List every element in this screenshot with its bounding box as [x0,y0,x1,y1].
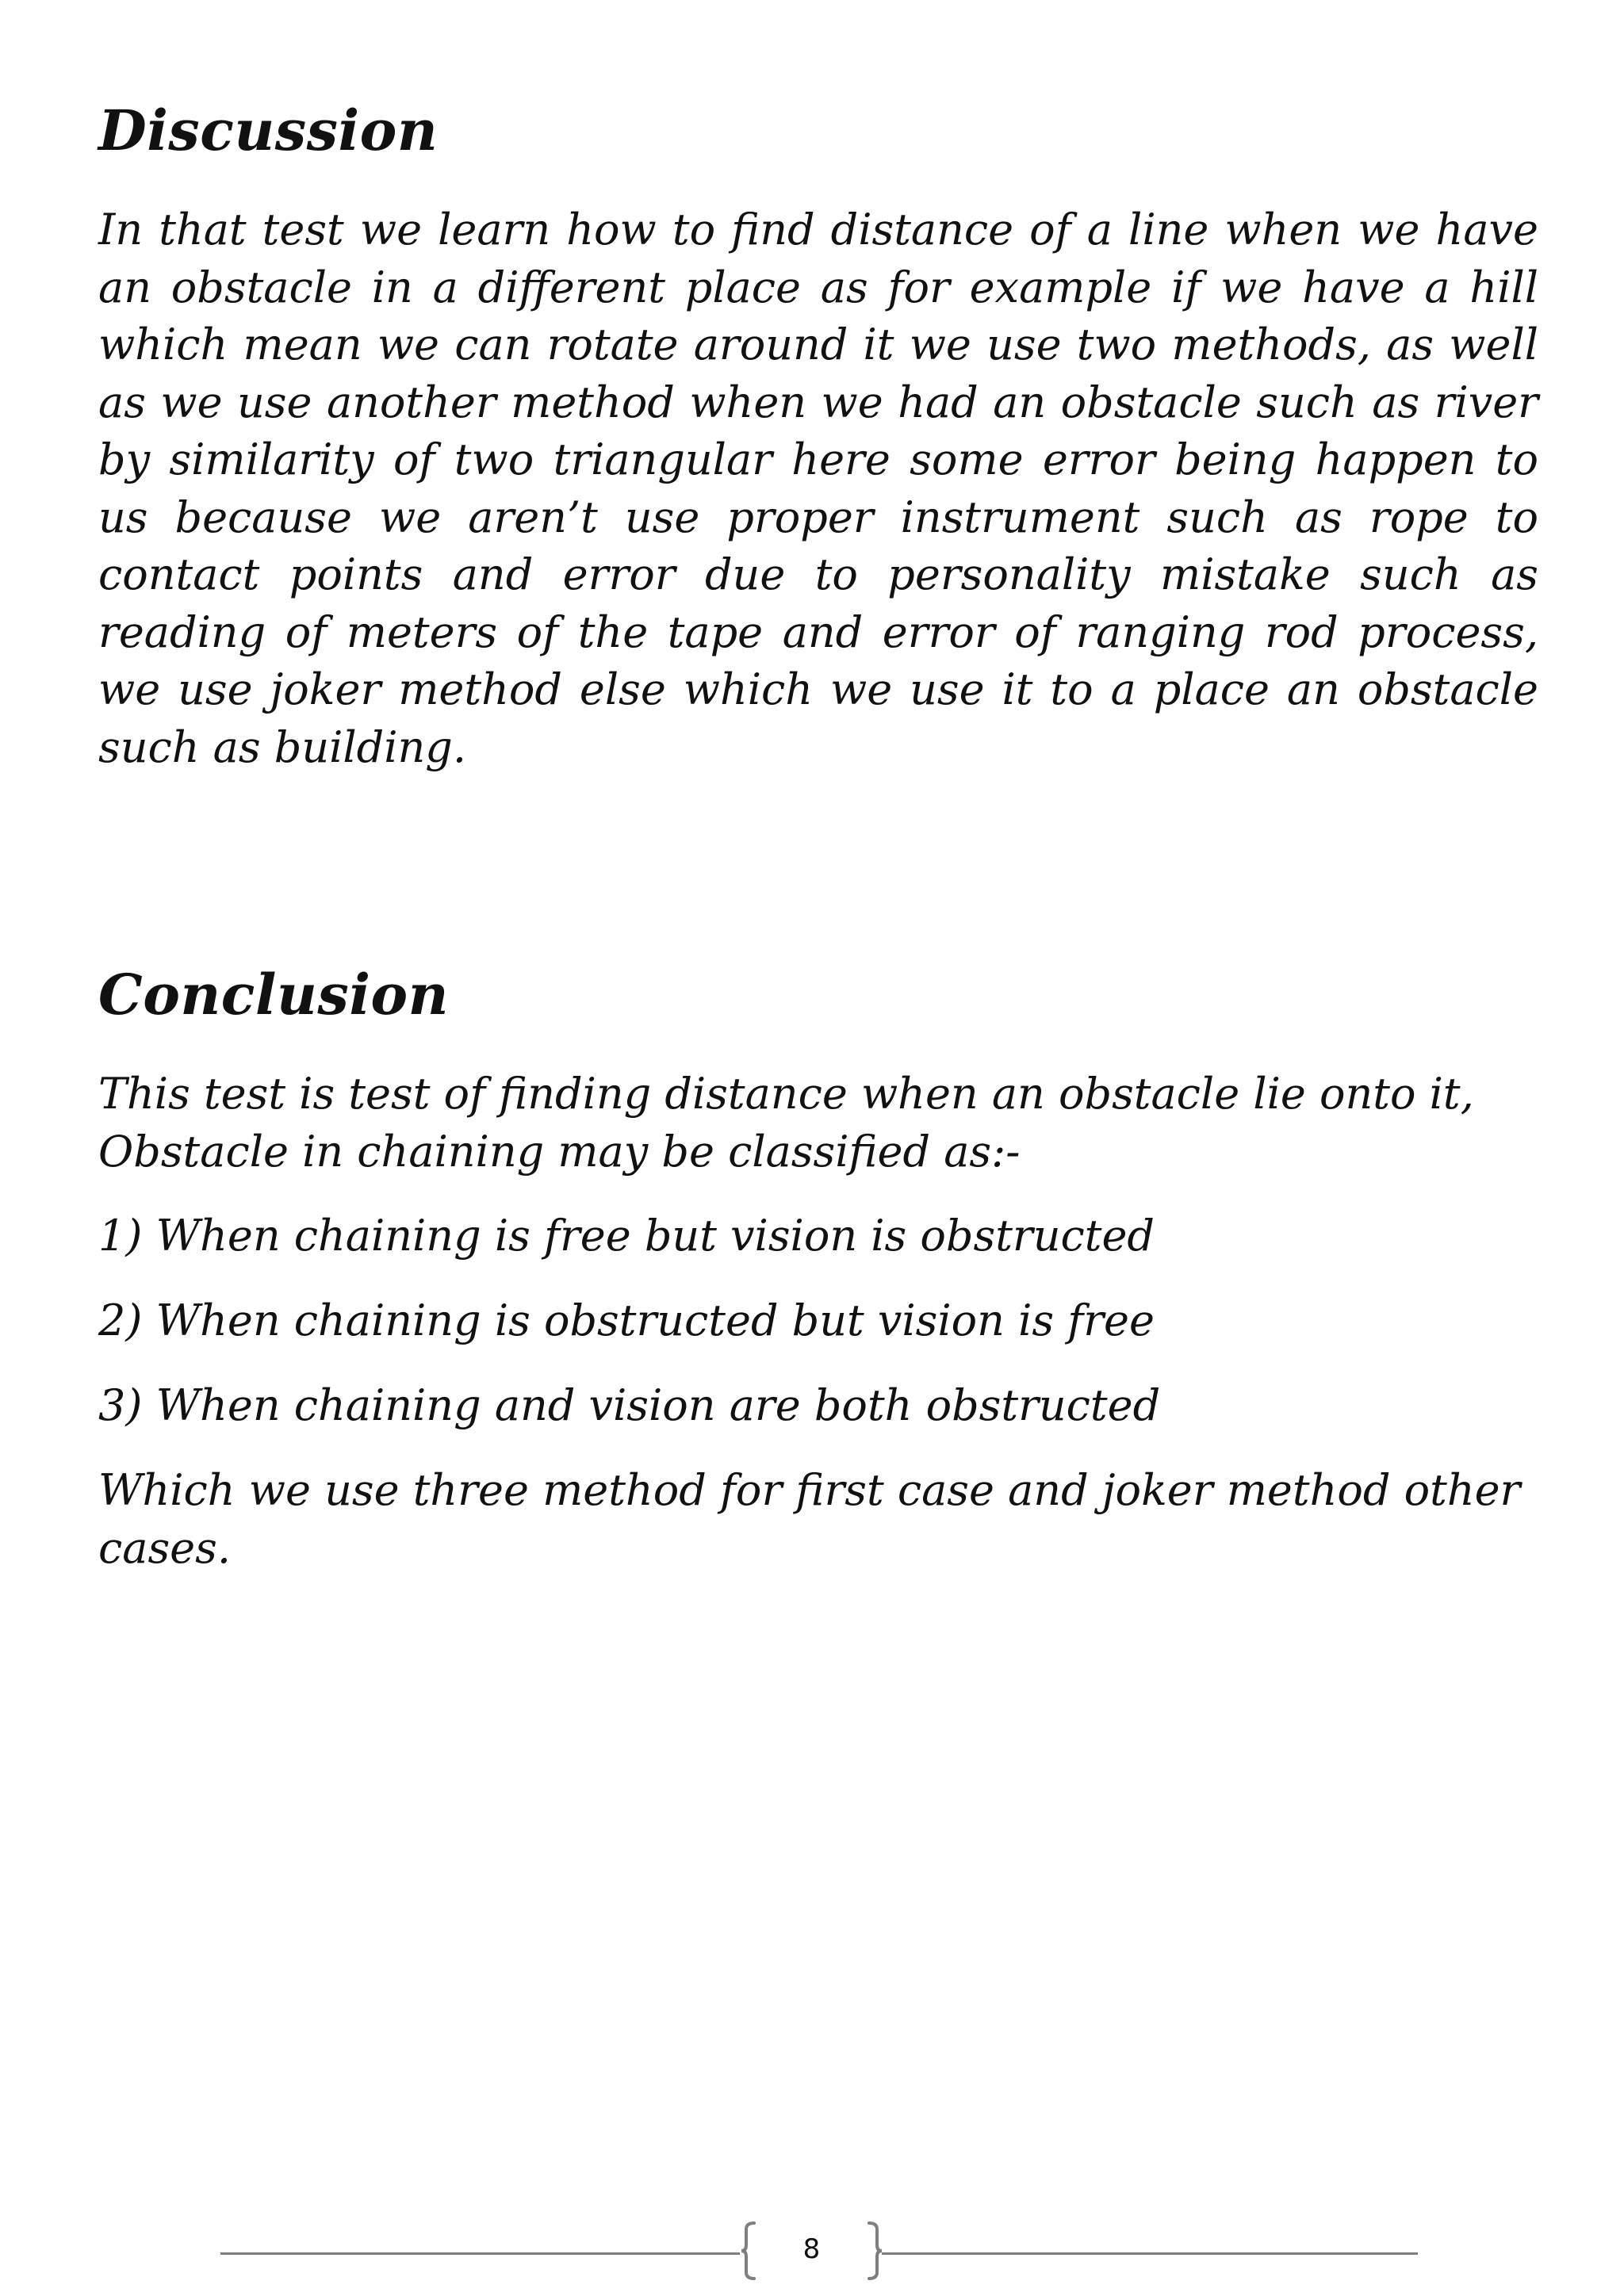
discussion-heading: Discussion [98,98,439,163]
conclusion-final-paragraph: Which we use three method for first case and joker method other cases. [98,1465,1521,1573]
discussion-paragraph: In that test we learn how to find distance of a line when we have an obstacle in a different place as for example if we have a hill which mean we can rotate around it we use two methods, as well as we use another method when we had an obstacle such as river by similarity of two triangular here some error being happen to us because we aren’t use proper instrument such as rope to contact points and error due to personality mistake such as reading of meters of the tape and error of ranging rod process, we use joker method else which we use it to a place an obstacle such as building. [98,205,1538,772]
conclusion-heading: Conclusion [98,962,449,1027]
conclusion-list-item: 2) When chaining is obstructed but vision is free [98,1295,1155,1345]
right-bracket-icon [868,2221,883,2280]
conclusion-list-item: 3) When chaining and vision are both obstructed [98,1380,1161,1430]
left-bracket-icon [740,2221,756,2280]
conclusion-list-item: 1) When chaining is free but vision is obstructed [98,1211,1155,1261]
page-number: 8 [802,2233,821,2265]
footer-rule-right [882,2252,1418,2255]
page-footer [0,2220,1624,2283]
footer-rule-left [220,2252,740,2255]
conclusion-intro-paragraph: This test is test of finding distance when an obstacle lie onto it, Obstacle in chaining may be classified as:- [98,1069,1474,1177]
